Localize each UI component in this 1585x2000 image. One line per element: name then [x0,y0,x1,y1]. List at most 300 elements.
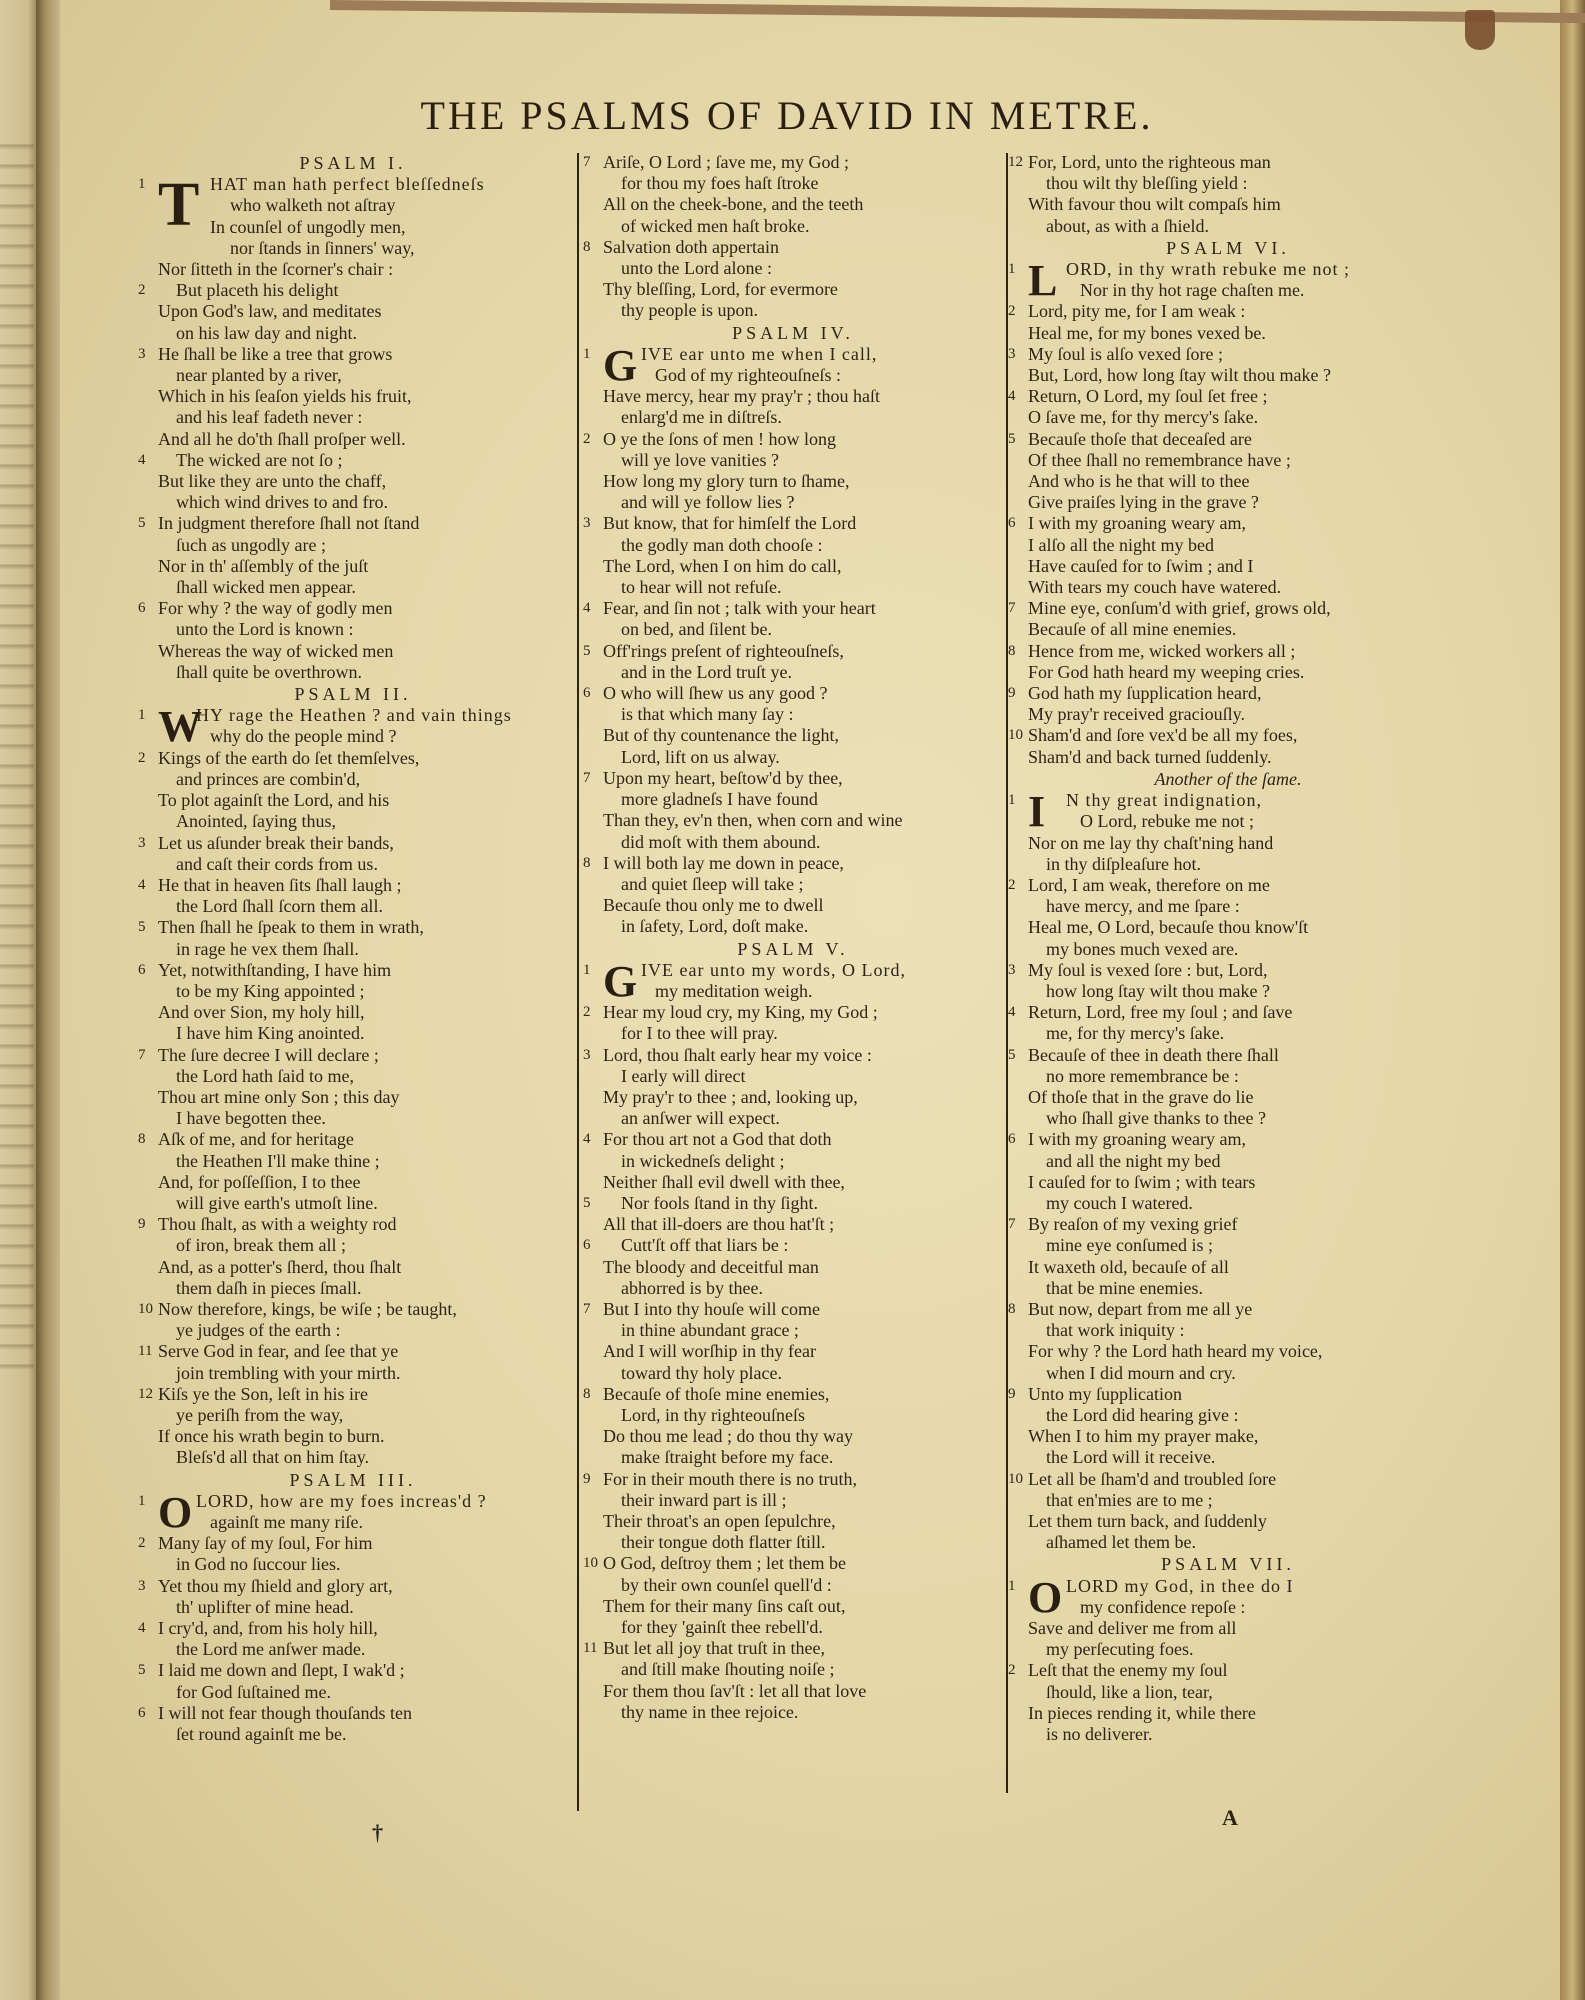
verse-line: For why ? the way of godly men [158,598,393,619]
column-rule [577,153,579,1811]
verse-line: why do the people mind ? [210,726,397,747]
verse-line: Kiſs ye the Son, leſt in his ire [158,1383,368,1404]
psalm-heading: PSALM IV. [732,322,854,343]
verse-number: 7 [1008,1216,1016,1233]
verse-number: 4 [1008,1004,1016,1021]
verse-number: 9 [583,1470,591,1487]
verse-line: my meditation weigh. [655,980,813,1001]
verse-line: and will ye follow lies ? [621,492,795,513]
verse-line: He that in heaven ſits ſhall laugh ; [158,874,402,895]
verse-with-drop-cap [1008,256,1448,306]
verse [138,513,568,598]
verse-line: Off'rings preſent of righteouſneſs, [603,640,844,661]
verse-line: enlarg'd me in diſtreſs. [621,407,782,428]
verse-number: 9 [1008,1385,1016,1402]
verse-line: Lord, thou ſhalt early hear my voice : [603,1044,872,1065]
verse-line: Of thee ſhall no remembrance have ; [1028,449,1291,470]
verse [138,1214,568,1299]
drop-cap: G [603,340,638,390]
verse-line: But, Lord, how long ſtay wilt thou make ? [1028,365,1331,386]
verse-line: them daſh in pieces ſmall. [176,1277,362,1298]
verse-line: ye judges of the earth : [176,1320,341,1341]
verse-with-drop-cap [138,1487,568,1537]
verse-number: 5 [583,1194,591,1211]
verse-line: is no deliverer. [1046,1724,1153,1745]
verse [583,1469,1003,1554]
verse-line: Hence from me, wicked workers all ; [1028,640,1296,661]
verse [583,1235,1003,1299]
verse-line: and caſt their cords from us. [176,853,378,874]
verse-number: 1 [1008,1577,1016,1594]
verse-number: 4 [138,1620,146,1637]
verse-line: The ſure decree I will declare ; [158,1044,379,1065]
verse-line: I will both lay me down in peace, [603,852,844,873]
verse-line: in wickedneſs delight ; [621,1150,785,1171]
verse-line: Sham'd and ſore vex'd be all my foes, [1028,725,1298,746]
verse-line: To plot againſt the Lord, and his [158,790,390,811]
column-left [138,152,568,1745]
verse-number: 5 [138,515,146,532]
verse [583,768,1003,853]
verse [583,1045,1003,1130]
verse-line: And all he do'th ſhall proſper well. [158,428,406,449]
verse-line: O God, deſtroy them ; let them be [603,1553,846,1574]
verse-line: thou wilt thy bleſſing yield : [1046,173,1248,194]
verse-line: And, as a potter's ſherd, thou ſhalt [158,1256,402,1277]
drop-cap: O [158,1487,193,1537]
verse-line: He ſhall be like a tree that grows [158,343,393,364]
ink-stain [1465,10,1495,50]
verse-line: Lord, I am weak, therefore on me [1028,874,1270,895]
verse-line: the Lord did hearing give : [1046,1404,1239,1425]
verse-line: Hear my loud cry, my King, my God ; [603,1002,878,1023]
verse-line: IVE ear unto my words, O Lord, [641,959,906,980]
verse-line: my confidence repoſe : [1080,1596,1246,1617]
verse-line: When I to him my prayer make, [1028,1426,1259,1447]
verse [583,598,1003,640]
verse-line: my bones much vexed are. [1046,938,1239,959]
verse-line: when I did mourn and cry. [1046,1362,1236,1383]
verse-line: Mine eye, conſum'd with grief, grows old, [1028,598,1331,619]
verse-line: Return, O Lord, my ſoul ſet free ; [1028,386,1268,407]
verse-number: 8 [583,854,591,871]
verse-line: abhorred is by thee. [621,1277,763,1298]
column-right [1008,152,1448,1745]
verse-number: 3 [138,1577,146,1594]
verse-line: With favour thou wilt compaſs him [1028,194,1281,215]
verse-line: the Heathen I'll make thine ; [176,1150,380,1171]
verse-line: to hear will not refuſe. [621,577,782,598]
verse-line: By reaſon of my vexing grief [1028,1214,1238,1235]
verse-line: ſhall quite be overthrown. [176,661,362,682]
verse-number: 7 [583,1300,591,1317]
verse-line: make ſtraight before my face. [621,1447,834,1468]
verse-line: ſhall wicked men appear. [176,577,356,598]
verse [583,237,1003,322]
verse-line: and in the Lord truſt ye. [621,661,792,682]
verse-number: 3 [583,1046,591,1063]
verse-number: 10 [138,1300,153,1317]
verse-line: The bloody and deceitful man [603,1256,819,1277]
verse [583,683,1003,768]
verse [583,513,1003,598]
verse-line: The Lord, when I on him do call, [603,555,842,576]
verse-line: I alſo all the night my bed [1028,534,1214,555]
verse-line: But now, depart from me all ye [1028,1298,1253,1319]
verse-line: And over Sion, my holy hill, [158,1002,365,1023]
verse-line: Of thoſe that in the grave do lie [1028,1086,1254,1107]
verse-line: God hath my ſupplication heard, [1028,683,1262,704]
verse-line: IVE ear unto me when I call, [641,343,878,364]
verse-line: Give praiſes lying in the grave ? [1028,492,1259,513]
verse [1008,598,1448,640]
verse-line: Leſt that the enemy my ſoul [1028,1660,1228,1681]
verse-line: ſhould, like a lion, tear, [1046,1681,1213,1702]
verse-line: It waxeth old, becauſe of all [1028,1256,1229,1277]
verse-line: join trembling with your mirth. [176,1362,401,1383]
verse-line: N thy great indignation, [1066,790,1262,811]
verse-number: 2 [138,749,146,766]
page-title: THE PSALMS OF DAVID IN METRE. [420,93,1154,138]
drop-cap: G [603,956,638,1006]
verse-line: Save and deliver me from all [1028,1618,1237,1639]
verse-line: I will not fear though thouſands ten [158,1702,412,1723]
verse-line: ORD, in thy wrath rebuke me not ; [1066,259,1350,280]
verse-number: 1 [138,176,146,193]
verse [1008,1045,1448,1130]
verse [1008,1660,1448,1745]
verse-line: But placeth his delight [176,280,339,301]
verse-with-drop-cap [1008,787,1448,875]
verse [1008,1129,1448,1214]
verse-number: 4 [583,1131,591,1148]
verse-number: 2 [583,1004,591,1021]
verse-line: for they 'gainſt thee rebell'd. [621,1617,823,1638]
verse-line: O ye the ſons of men ! how long [603,428,836,449]
verse-number: 1 [1008,792,1016,809]
verse-line: In counſel of ungodly men, [210,216,406,237]
verse [1008,1384,1448,1469]
verse-line: Becauſe thou only me to dwell [603,895,824,916]
verse-line: who ſhall give thanks to thee ? [1046,1108,1266,1129]
verse-line: by their own counſel quell'd : [621,1574,832,1595]
verse-number: 4 [138,451,146,468]
verse-line: in thine abundant grace ; [621,1320,799,1341]
verse-number: 8 [1008,1300,1016,1317]
verse-line: ſuch as ungodly are ; [176,534,326,555]
verse-line: The wicked are not ſo ; [176,449,343,470]
verse-number: 10 [583,1555,598,1572]
drop-cap: O [1028,1572,1063,1622]
verse [583,1193,1003,1235]
verse-line: I with my groaning weary am, [1028,513,1246,534]
verse-number: 3 [583,515,591,532]
verse-line: Yet, notwithſtanding, I have him [158,959,392,980]
verse-number: 7 [138,1046,146,1063]
verse-line: But I into thy houſe will come [603,1298,820,1319]
verse-line: O who will ſhew us any good ? [603,683,828,704]
verse-line: in God no ſuccour lies. [176,1554,341,1575]
verse-line: for thou my foes haſt ſtroke [621,173,819,194]
verse-line: Lord, in thy righteouſneſs [621,1404,805,1425]
verse-line: Nor in th' aſſembly of the juſt [158,555,369,576]
verse-line: in ſafety, Lord, doſt make. [621,916,809,937]
verse-number: 6 [1008,515,1016,532]
verse-number: 2 [583,430,591,447]
verse-line: I cauſed for to ſwim ; with tears [1028,1171,1256,1192]
verse-line: Them for their many ſins caſt out, [603,1595,846,1616]
verse-line: and quiet ſleep will take ; [621,873,804,894]
verse-number: 3 [138,345,146,362]
verse-line: Nor in thy hot rage chaſten me. [1080,280,1305,301]
verse-with-drop-cap [583,956,1003,1006]
verse [1008,513,1448,598]
verse-line: In judgment therefore ſhall not ſtand [158,513,420,534]
verse-number: 6 [138,1704,146,1721]
verse-line: Let them turn back, and ſuddenly [1028,1511,1267,1531]
verse-line: God of my righteouſneſs : [655,365,841,386]
verse-line: My pray'r received graciouſly. [1028,704,1245,725]
verse [1008,301,1448,343]
verse-line: Do thou me lead ; do thou thy way [603,1426,853,1447]
verse-line: Upon my heart, beſtow'd by thee, [603,767,843,788]
verse-line: HY rage the Heathen ? and vain things [196,705,512,726]
verse-number: 5 [1008,1046,1016,1063]
verse [138,1703,568,1745]
verse [1008,344,1448,386]
verse-number: 12 [138,1385,153,1402]
section-subheading: Another of the ſame. [1154,768,1302,789]
verse-line: Let all be ſham'd and troubled ſore [1028,1468,1277,1489]
verse-line: thy people is upon. [621,300,758,321]
verse-line: For them thou ſav'ſt : let all that love [603,1680,867,1701]
verse-line: Becauſe thoſe that deceaſed are [1028,428,1252,449]
drop-cap: I [1028,787,1046,837]
verse-number: 3 [1008,961,1016,978]
verse-line: that work iniquity : [1046,1320,1185,1341]
verse-line: I have him King anointed. [176,1023,365,1044]
verse [583,1638,1003,1723]
verse-line: And who is he that will to thee [1028,471,1250,492]
verse-with-drop-cap [1008,1572,1448,1661]
verse [583,641,1003,683]
verse-line: Sham'd and back turned ſuddenly. [1028,746,1272,767]
verse-line: nor ſtands in ſinners' way, [230,237,415,258]
verse [138,280,568,344]
verse [138,598,568,683]
verse-line: And I will worſhip in thy fear [603,1341,816,1362]
verse [138,1129,568,1214]
verse-line: All that ill-doers are thou hat'ſt ; [603,1214,835,1235]
verse-number: 5 [138,919,146,936]
verse-line: Thou art mine only Son ; this day [158,1086,400,1107]
verse-line: and his leaf fadeth never : [176,407,363,428]
verse [1008,386,1448,428]
verse-number: 8 [583,1385,591,1402]
verse-line: the Lord me anſwer made. [176,1639,366,1660]
psalm-heading: PSALM VII. [1161,1554,1295,1575]
verse-number: 7 [583,769,591,786]
verse-line: Many ſay of my ſoul, For him [158,1533,373,1554]
verse-number: 4 [1008,388,1016,405]
verse [1008,725,1448,767]
verse-line: will ye love vanities ? [621,449,779,470]
verse-line: about, as with a ſhield. [1046,215,1209,236]
verse-number: 2 [138,1535,146,1552]
verse-number: 6 [583,685,591,702]
verse-line: the Lord will it receive. [1046,1447,1216,1468]
verse-line: no more remembrance be : [1046,1065,1239,1086]
verse-number: 4 [583,600,591,617]
verse-line: Thy bleſſing, Lord, for evermore [603,279,838,300]
verse-line: thy name in thee rejoice. [621,1701,799,1722]
verse-line: I early will direct [621,1065,746,1086]
verse [138,917,568,959]
verse-number: 2 [138,282,146,299]
verse-line: an anſwer will expect. [621,1108,780,1129]
verse-number: 1 [583,345,591,362]
verse-number: 1 [138,1492,146,1509]
verse [1008,1469,1448,1554]
verse-with-drop-cap [583,340,1003,429]
verse-line: My ſoul is alſo vexed ſore ; [1028,343,1223,364]
verse-line: Bleſs'd all that on him ſtay. [176,1447,370,1468]
psalm-heading: PSALM VI. [1166,237,1290,258]
verse-line: in thy diſpleaſure hot. [1046,853,1201,874]
verse [583,152,1003,237]
verse [583,853,1003,938]
psalm-heading: PSALM III. [289,1469,417,1490]
verse-line: who walketh not aſtray [230,195,396,216]
verse-with-drop-cap [138,171,568,280]
verse-line: th' uplifter of mine head. [176,1596,354,1617]
verse-number: 3 [138,834,146,851]
verse-line: their tongue doth flatter ſtill. [621,1532,826,1553]
verse [138,450,568,514]
verse [583,429,1003,514]
verse-line: which wind drives to and fro. [176,492,388,513]
verse-line: more gladneſs I have found [621,789,818,810]
verse-line: Heal me, O Lord, becauſe thou know'ſt [1028,917,1309,938]
verse [138,1299,568,1341]
verse-number: 10 [1008,727,1023,744]
verse-number: 10 [1008,1470,1023,1487]
verse [138,875,568,917]
verse [138,960,568,1045]
verse-line: I laid me down and ſlept, I wak'd ; [158,1660,405,1681]
verse-number: 11 [138,1343,153,1360]
verse-line: my couch I watered. [1046,1192,1193,1213]
verse-line: their inward part is ill ; [621,1489,787,1510]
verse-line: My ſoul is vexed ſore : but, Lord, [1028,959,1268,980]
verse-line: Cutt'ſt off that liars be : [621,1235,789,1256]
verse-line: in rage he vex them ſhall. [176,938,359,959]
verse-line: But know, that for himſelf the Lord [603,513,857,534]
verse-line: the godly man doth chooſe : [621,534,823,555]
verse-line: on his law day and night. [176,322,357,343]
verse-line: I with my groaning weary am, [1028,1129,1246,1150]
verse-line: the Lord hath ſaid to me, [176,1065,354,1086]
verse-line: and ſtill make ſhouting noiſe ; [621,1659,835,1680]
verse-number: 5 [138,1662,146,1679]
verse-number: 9 [138,1216,146,1233]
verse-line: toward thy holy place. [621,1362,782,1383]
verse-line: that en'mies are to me ; [1046,1489,1213,1510]
verse-number: 6 [583,1237,591,1254]
verse-line: that be mine enemies. [1046,1277,1203,1298]
drop-cap: L [1028,256,1058,306]
verse-line: Aſk of me, and for heritage [158,1129,354,1150]
verse-line: for God ſuſtained me. [176,1681,331,1702]
verse-line: and all the night my bed [1046,1150,1221,1171]
verse [138,1660,568,1702]
verse [138,344,568,450]
drop-cap: T [158,171,200,240]
verse-line: and princes are combin'd, [176,768,361,789]
verse-line: Kings of the earth do ſet themſelves, [158,747,420,768]
verse-line: In pieces rending it, while there [1028,1702,1256,1723]
signature-mark: A [1222,1805,1238,1830]
verse [138,833,568,875]
verse-line: HAT man hath perfect bleſſedneſs [210,174,485,195]
verse-line: Heal me, for my bones vexed be. [1028,322,1266,343]
verse-number: 3 [1008,345,1016,362]
verse-line: my perſecuting foes. [1046,1639,1194,1660]
verse-line: Upon God's law, and meditates [158,301,382,322]
verse-line: Fear, and ſin not ; talk with your heart [603,598,876,619]
verse-line: Becauſe of thoſe mine enemies, [603,1383,830,1404]
column-middle [583,152,1003,1723]
verse-line: ye periſh from the way, [176,1404,344,1425]
verse [1008,641,1448,683]
verse-line: For in their mouth there is no truth, [603,1468,857,1489]
verse [1008,683,1448,725]
verse-line: But of thy countenance the light, [603,725,839,746]
verse-line: did moſt with them abound. [621,831,821,852]
verse-line: Serve God in fear, and ſee that ye [158,1341,399,1362]
verse-line: For why ? the Lord hath heard my voice, [1028,1341,1323,1362]
signature-dagger: † [372,1820,383,1845]
verse-line: aſhamed let them be. [1046,1532,1196,1553]
verse-number: 11 [583,1640,598,1657]
verse-number: 9 [1008,685,1016,702]
drop-cap: W [158,702,202,752]
verse-line: Becauſe of all mine enemies. [1028,619,1237,640]
verse-line: Then ſhall he ſpeak to them in wrath, [158,917,424,938]
verse-number: 1 [1008,261,1016,278]
verse-number: 1 [583,961,591,978]
verse-line: of iron, break them all ; [176,1235,346,1256]
verse-line: I have begotten thee. [176,1108,326,1129]
verse-line: near planted by a river, [176,365,342,386]
verse-line: Salvation doth appertain [603,236,779,257]
verse-line: on bed, and ſilent be. [621,619,772,640]
verse-line: Than they, ev'n then, when corn and wine [603,810,903,831]
verse-line: Which in his ſeaſon yields his fruit, [158,386,412,407]
verse-line: Nor ſitteth in the ſcorner's chair : [158,259,394,280]
verse-line: mine eye conſumed is ; [1046,1235,1213,1256]
verse-number: 2 [1008,1662,1016,1679]
verse [1008,1002,1448,1044]
verse-with-drop-cap [138,702,568,752]
verse-line: But let all joy that truſt in thee, [603,1638,825,1659]
verse [138,1045,568,1130]
verse-number: 2 [1008,876,1016,893]
verse-line: I cry'd, and, from his holy hill, [158,1618,378,1639]
verse-line: ſet round againſt me be. [176,1724,347,1745]
verse-line: Yet thou my ſhield and glory art, [158,1575,393,1596]
verse [138,1384,568,1469]
